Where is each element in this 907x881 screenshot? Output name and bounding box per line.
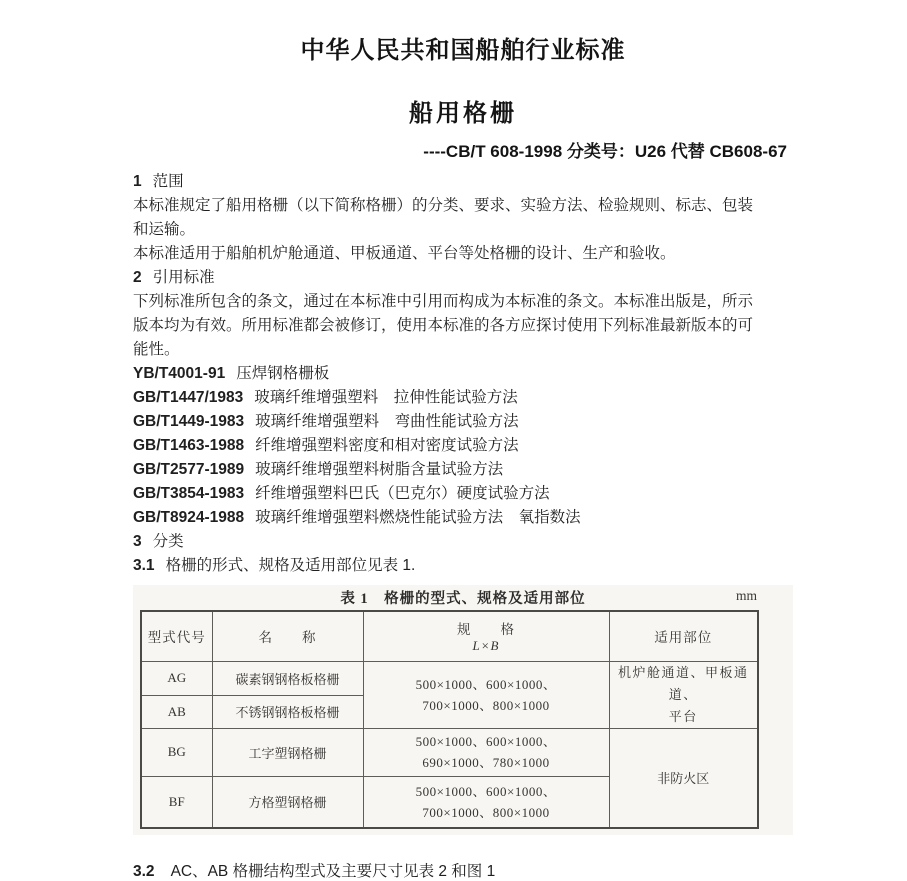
body-line: GB/T1447/1983 玻璃纤维增强塑料 拉伸性能试验方法 [133,389,518,406]
table1-caption: 表 1 格栅的型式、规格及适用部位 [340,591,586,607]
standard-reference-line: ----CB/T 608-1998 分类号：U26 代替 CB608-67 [423,142,787,161]
cell-location-ag-ab: 机炉舱通道、甲板通道、 平台 [609,661,758,728]
cell-spec-bg: 500×1000、600×1000、 690×1000、780×1000 [363,728,609,776]
body-line: GB/T3854-1983 纤维增强塑料巴氏（巴克尔）硬度试验方法 [133,485,550,502]
section-text: AC、AB 格栅结构型式及主要尺寸见表 2 和图 1 [170,863,496,880]
cell-location-bg-bf: 非防火区 [609,728,758,828]
table1 [140,610,759,829]
table-row-bg [141,728,758,776]
table1-caption-row [133,585,793,607]
body-line: 能性。 [133,341,180,358]
cell-spec-ag-ab: 500×1000、600×1000、 700×1000、800×1000 [363,661,609,728]
spec-sublabel: L×B [472,638,500,654]
body-line: GB/T2577-1989 玻璃纤维增强塑料树脂含量试验方法 [133,461,504,478]
body-block [133,170,793,578]
body-line: 3 分类 [133,533,184,550]
document-content [133,0,793,881]
cell-name: 不锈钢钢格板格栅 [212,695,363,728]
cell-code: BF [141,776,212,828]
cell-spec-bf: 500×1000、600×1000、 700×1000、800×1000 [363,776,609,828]
body-line: 1 范围 [133,173,184,190]
column-header-spec: 规 格 L×B [363,611,609,661]
cell-code: BG [141,728,212,776]
table1-header-row [141,611,758,661]
body-line: GB/T8924-1988 玻璃纤维增强塑料燃烧性能试验方法 氧指数法 [133,509,581,526]
body-line: 本标准适用于船舶机炉舱通道、甲板通道、平台等处格栅的设计、生产和验收。 [133,245,676,262]
body-line: 本标准规定了船用格栅（以下简称格栅）的分类、要求、实验方法、检验规则、标志、包装 [133,197,754,214]
body-line: 版本均为有效。所用标准都会被修订，使用本标准的各方应探讨使用下列标准最新版本的可 [133,317,754,334]
body-line: 下列标准所包含的条文，通过在本标准中引用而构成为本标准的条文。本标准出版是，所示 [133,293,754,310]
body-line: GB/T1449-1983 玻璃纤维增强塑料 弯曲性能试验方法 [133,413,519,430]
body-line: 3.1 格栅的形式、规格及适用部位见表 1. [133,557,416,574]
body-line: YB/T4001-91 压焊钢格栅板 [133,365,330,382]
cell-code: AB [141,695,212,728]
document-title: 中华人民共和国船舶行业标准 [300,37,626,64]
body-line: 和运输。 [133,221,196,238]
table-row-ag [141,661,758,695]
cell-name: 方格塑钢格栅 [212,776,363,828]
cell-name: 碳素钢钢格板格栅 [212,661,363,695]
column-header-name: 名 称 [212,611,363,661]
section-3-2-line [133,859,793,881]
cell-code: AG [141,661,212,695]
section-number: 3.2 [133,863,155,880]
body-line: GB/T1463-1988 纤维增强塑料密度和相对密度试验方法 [133,437,519,454]
table1-scan-region [133,585,793,835]
document-subtitle: 船用格栅 [409,100,517,127]
column-header-location: 适用部位 [609,611,758,661]
table1-unit-label: mm [735,588,757,603]
body-line: 2 引用标准 [133,269,215,286]
cell-name: 工字塑钢格栅 [212,728,363,776]
column-header-type-code: 型式代号 [141,611,212,661]
